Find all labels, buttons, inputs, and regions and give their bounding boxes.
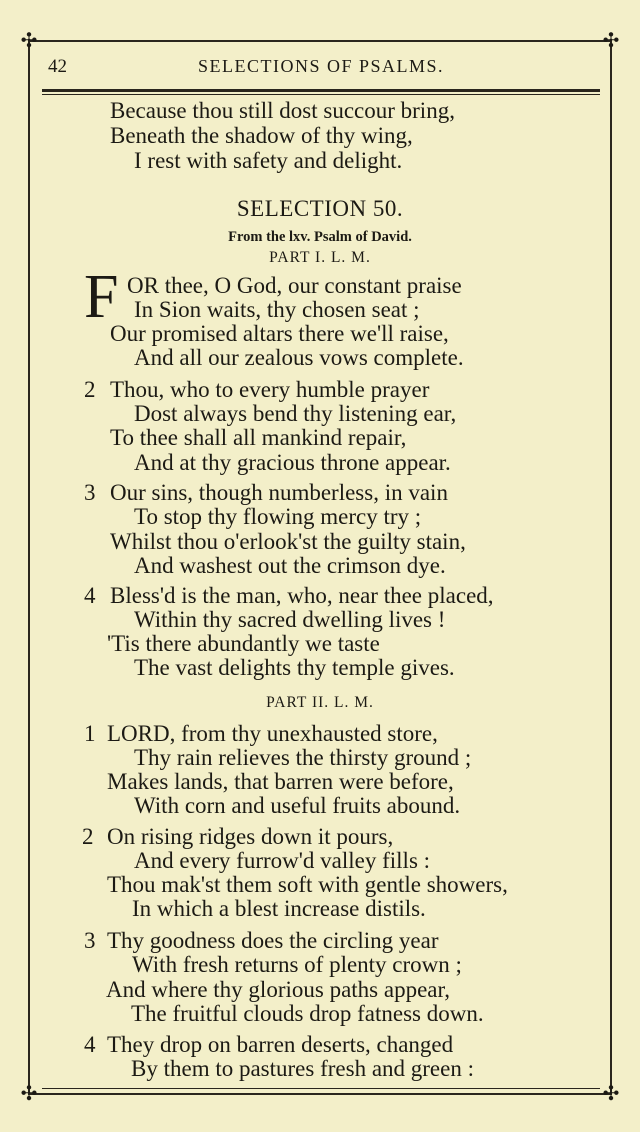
selection-title: SELECTION 50. [236, 196, 404, 221]
verse-line: 'Tis there abundantly we taste [107, 631, 380, 656]
verse-line: Our promised altars there we'll raise, [110, 321, 449, 346]
verse-line: With corn and useful fruits abound. [134, 793, 461, 818]
verse-line: The fruitful clouds drop fatness down. [131, 1001, 484, 1026]
verse-line: To stop thy flowing mercy try ; [134, 504, 422, 529]
corner-ornament-icon: ✣ [20, 30, 38, 52]
border-bottom [28, 1093, 612, 1095]
verse-line: Dost always bend thy listening ear, [134, 401, 457, 426]
running-header [42, 54, 600, 82]
verse-line: Thy rain relieves the thirsty ground ; [134, 745, 472, 770]
verse-line: OR thee, O God, our constant praise [127, 273, 462, 298]
verse-line: With fresh returns of plenty crown ; [132, 952, 462, 977]
verse-line: Makes lands, that barren were before, [107, 769, 454, 794]
part-heading: PART II. L. M. [266, 694, 374, 711]
stanza-number: 3 [84, 928, 96, 953]
verse-line: In Sion waits, thy chosen seat ; [134, 297, 420, 322]
verse-line: Because thou still dost succour bring, [110, 98, 455, 123]
verse-line: Our sins, though numberless, in vain [110, 480, 448, 505]
verse-line: And all our zealous vows complete. [134, 345, 464, 370]
header-rule-thin [42, 94, 600, 95]
drop-cap: F [84, 263, 119, 331]
verse-line: I rest with safety and delight. [134, 148, 403, 173]
corner-ornament-icon: ✣ [602, 30, 620, 52]
stanza-number: 4 [84, 1032, 96, 1057]
corner-ornament-icon: ✣ [20, 1083, 38, 1105]
verse-line: The vast delights thy temple gives. [134, 655, 455, 680]
verse-line: Whilst thou o'erlook'st the guilty stain, [110, 529, 466, 554]
selection-subtitle: From the lxv. Psalm of David. [228, 229, 412, 245]
corner-ornament-icon: ✣ [602, 1083, 620, 1105]
verse-line: To thee shall all mankind repair, [110, 425, 407, 450]
border-top [28, 40, 612, 42]
stanza-number: 4 [84, 583, 96, 608]
running-title: SELECTIONS OF PSALMS. [197, 56, 445, 76]
verse-line: LORD, from thy unexhausted store, [107, 721, 438, 746]
verse-line: And where thy glorious paths appear, [106, 977, 450, 1002]
verse-line: In which a blest increase distils. [132, 896, 426, 921]
stanza-number: 3 [84, 480, 96, 505]
footer-rule [42, 1088, 600, 1089]
verse-line: And every furrow'd valley fills : [134, 848, 431, 873]
page-number: 42 [48, 56, 67, 77]
verse-line: And washest out the crimson dye. [134, 553, 446, 578]
stanza-number: 2 [84, 377, 96, 402]
part-heading: PART I. L. M. [269, 249, 371, 266]
verse-line: Beneath the shadow of thy wing, [110, 123, 413, 148]
stanza-number: 2 [82, 824, 94, 849]
verse-line: They drop on barren deserts, changed [107, 1032, 454, 1057]
header-rule [42, 89, 600, 92]
verse-line: Thy goodness does the circling year [107, 928, 439, 953]
verse-line: Thou, who to every humble prayer [110, 377, 430, 402]
verse-line: Within thy sacred dwelling lives ! [134, 607, 446, 632]
stanza-number: 1 [84, 721, 96, 746]
verse-line: Bless'd is the man, who, near thee placed, [110, 583, 494, 608]
verse-line: And at thy gracious throne appear. [134, 450, 451, 475]
verse-line: On rising ridges down it pours, [107, 824, 394, 849]
verse-line: By them to pastures fresh and green : [131, 1056, 474, 1081]
verse-line: Thou mak'st them soft with gentle showers, [107, 872, 508, 897]
